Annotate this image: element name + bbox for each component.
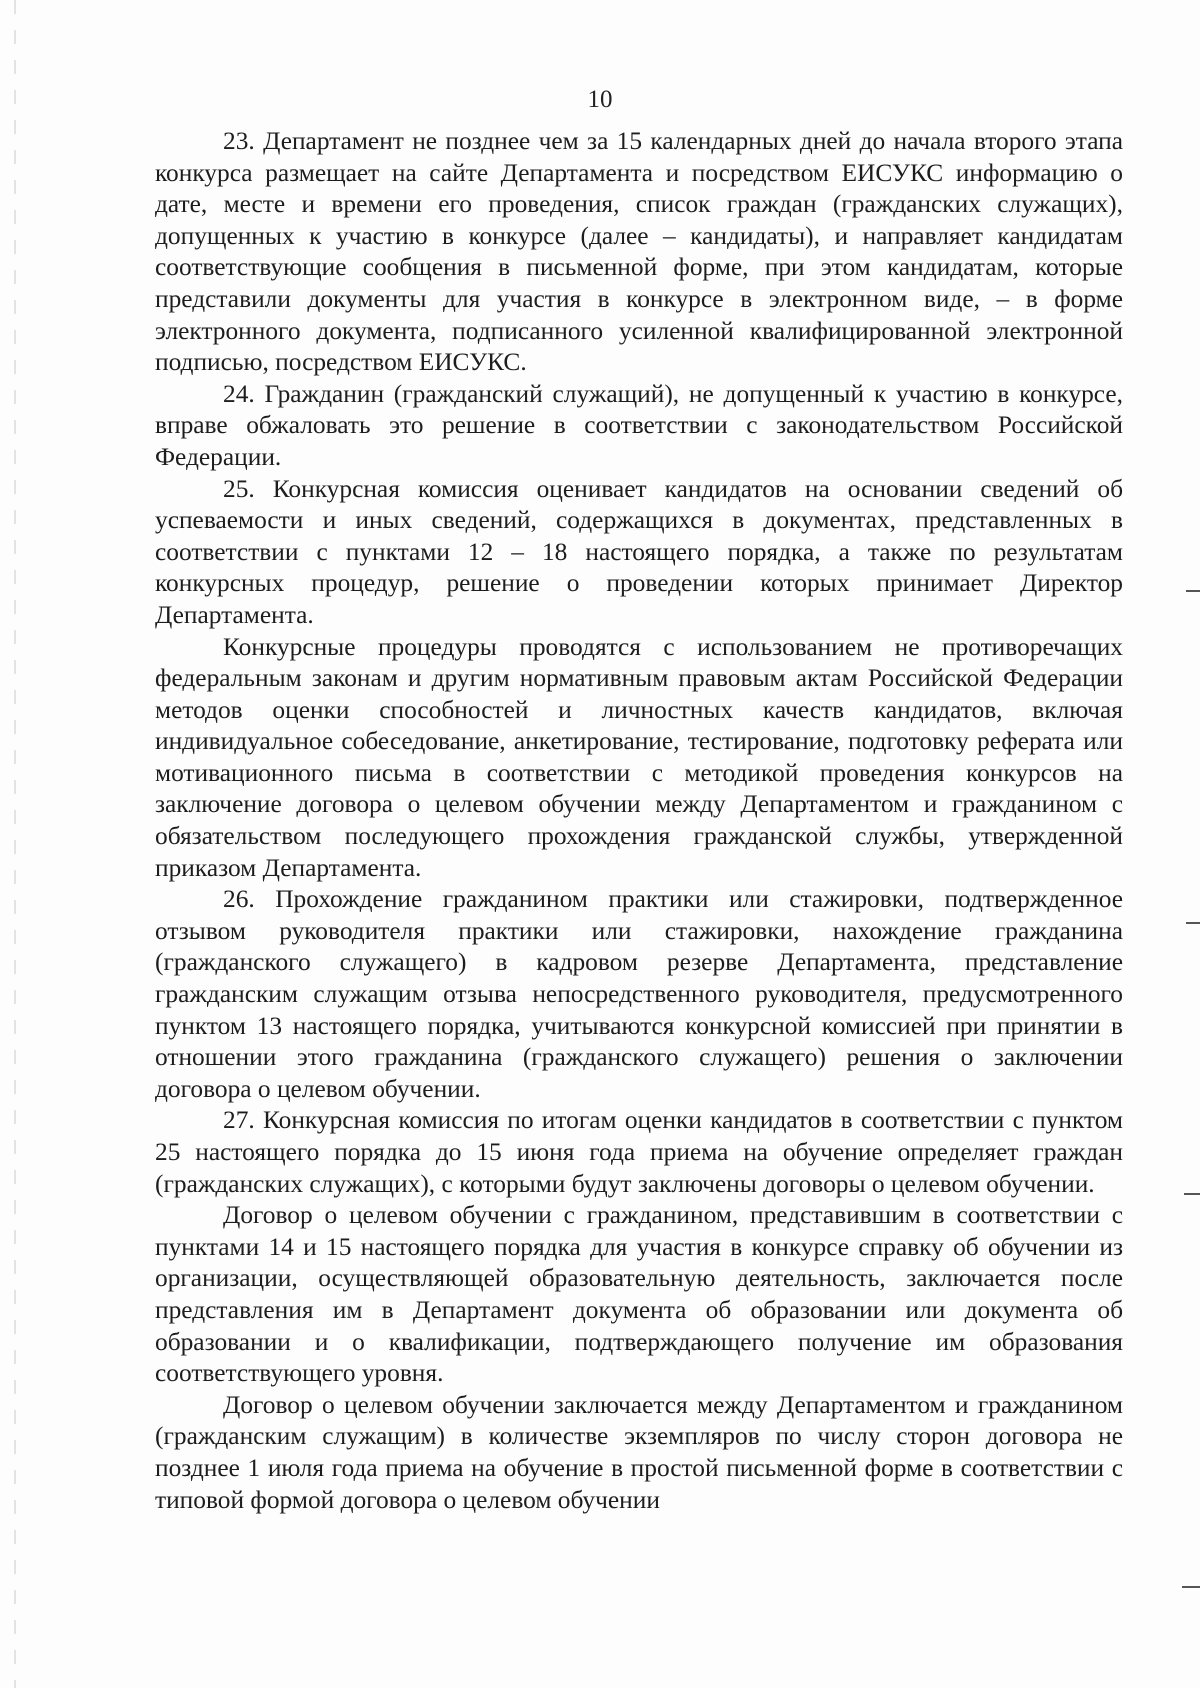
- paragraph-26: 26. Прохождение гражданином практики или стажировки, подтвержденное отзывом руководителя практики или стажировки, нахождение гражданина (гражданского служащего) в кадровом резерве Департамента, представление гражданским служащим отзыва непосредственного руководителя, предусмотренного пунктом 13 настоящего порядка, учитываются конкурсной комиссией при принятии в отношении этого гражданина (гражданского служащего) решения о заключении договора о целевом обучении.: [155, 885, 1123, 1103]
- document-body: [155, 126, 1123, 1516]
- scan-mark: [1186, 590, 1200, 592]
- scan-mark: [1186, 922, 1200, 924]
- paragraph-25: 25. Конкурсная комиссия оценивает кандидатов на основании сведений об успеваемости и иных сведений, содержащихся в документах, представленных в соответствии с пунктами 12 – 18 настоящего порядка, а также по результатам конкурсных процедур, решение о проведении которых принимает Директор Департамента.: [155, 474, 1123, 629]
- scan-mark: [1182, 1586, 1200, 1588]
- paragraph-27-contract-signing: Договор о целевом обучении заключается между Департаментом и гражданином (гражданским служащим) в количестве экземпляров по числу сторон договора не позднее 1 июля года приема на обучение в простой письменной форме в соответствии с типовой формой договора о целевом обучении: [155, 1390, 1123, 1514]
- scan-edge-marks: [14, 0, 16, 1688]
- paragraph-27-contract-certificate: Договор о целевом обучении с гражданином, представившим в соответствии с пунктами 14 и 15 настоящего порядка для участия в конкурсе справку об обучении из организации, осуществляющей образовательную деятельность, заключается после представления им в Департамент документа об образовании или документа об образовании и о квалификации, подтверждающего получение им образования соответствующего уровня.: [155, 1201, 1123, 1388]
- paragraph-24: 24. Гражданин (гражданский служащий), не допущенный к участию в конкурсе, вправе обжаловать это решение в соответствии с законодательством Российской Федерации.: [155, 379, 1123, 471]
- paragraph-27: 27. Конкурсная комиссия по итогам оценки кандидатов в соответствии с пунктом 25 настоящего порядка до 15 июня года приема на обучение определяет граждан (гражданских служащих), с которыми будут заключены договоры о целевом обучении.: [155, 1106, 1123, 1198]
- paragraph-25-procedures: Конкурсные процедуры проводятся с использованием не противоречащих федеральным законам и другим нормативным правовым актам Российской Федерации методов оценки способностей и личностных качеств кандидатов, включая индивидуальное собеседование, анкетирование, тестирование, подготовку реферата или мотивационного письма в соответствии с методикой проведения конкурсов на заключение договора о целевом обучении между Департаментом и гражданином с обязательством последующего прохождения гражданской службы, утвержденной приказом Департамента.: [155, 632, 1123, 882]
- scan-mark: [1184, 1193, 1200, 1195]
- page-number: 10: [587, 86, 613, 113]
- paragraph-23: 23. Департамент не позднее чем за 15 календарных дней до начала второго этапа конкурса размещает на сайте Департамента и посредством ЕИСУКС информацию о дате, месте и времени его проведения, список граждан (гражданских служащих), допущенных к участию в конкурсе (далее – кандидаты), и направляет кандидатам соответствующие сообщения в письменной форме, при этом кандидатам, которые представили документы для участия в конкурсе в электронном виде, – в форме электронного документа, подписанного усиленной квалифицированной электронной подписью, посредством ЕИСУКС.: [155, 127, 1123, 377]
